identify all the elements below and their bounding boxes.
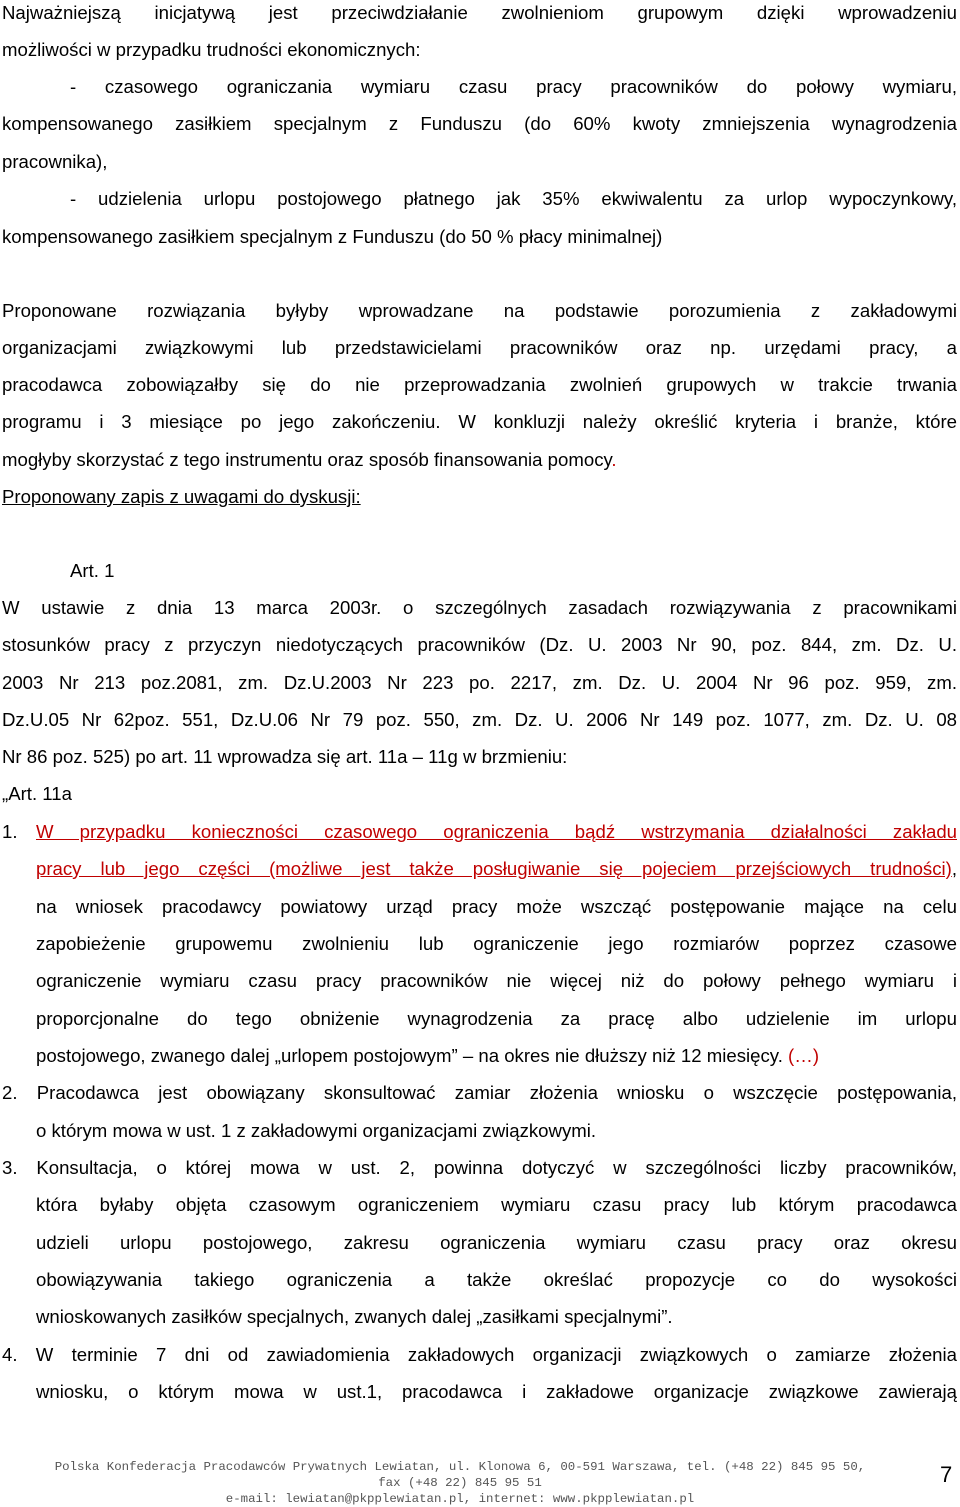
intro-line-2: możliwości w przypadku trudności ekonomicznych: (2, 39, 421, 60)
item-1-line-6: proporcjonalne do tego obniżenie wynagrodzenia za pracę albo udzielenie im urlopu (36, 1008, 957, 1029)
article-1-line-3: 2003 Nr 213 poz.2081, zm. Dz.U.2003 Nr 223 po. 2217, zm. Dz. U. 2004 Nr 96 poz. 959, zm. (2, 672, 957, 693)
proposal-line-5-text: mogłyby skorzystać z tego instrumentu oraz sposób finansowania pomocy (2, 449, 612, 470)
intro-bullet-1-line-1: - czasowego ograniczania wymiaru czasu pracy pracowników do połowy wymiaru, (70, 76, 957, 97)
article-1-line-5: Nr 86 poz. 525) po art. 11 wprowadza się art. 11a – 11g w brzmieniu: (2, 746, 568, 767)
item-1-line-1: W przypadku konieczności czasowego ograniczenia bądź wstrzymania działalności zakładu (36, 821, 957, 842)
intro-bullet-1-line-2: kompensowanego zasiłkiem specjalnym z Funduszu (do 60% kwoty zmniejszenia wynagrodzenia (2, 113, 957, 134)
article-1-line-1: W ustawie z dnia 13 marca 2003r. o szczególnych zasadach rozwiązywania z pracownikami (2, 597, 957, 618)
footer-fax: fax (+48 22) 845 95 51 (378, 1476, 542, 1490)
proposal-line-2: organizacjami związkowymi lub przedstawicielami pracowników oraz np. urzędami pracy, a (2, 337, 957, 358)
item-2-line-2: o którym mowa w ust. 1 z zakładowymi organizacjami związkowymi. (36, 1120, 597, 1141)
item-1-line-2-tail: , (951, 858, 957, 879)
item-4-line-2: wniosku, o którym mowa w ust.1, pracodawca i zakładowe organizacje związkowe zawierają (36, 1381, 957, 1402)
intro-bullet-2-line-2: kompensowanego zasiłkiem specjalnym z Funduszu (do 50 % płacy minimalnej) (2, 226, 663, 247)
item-3-line-3: udzieli urlopu postojowego, zakresu ograniczenia wymiaru czasu pracy oraz okresu (36, 1232, 957, 1253)
item-3-line-5: wnioskowanych zasiłków specjalnych, zwanych dalej „zasiłkami specjalnymi”. (36, 1306, 673, 1327)
article-1-heading: Art. 1 (70, 560, 115, 581)
item-1-line-5: ograniczenie wymiaru czasu pracy pracowników nie więcej niż do połowy pełnego wymiaru i (36, 970, 957, 991)
page-number: 7 (940, 1462, 953, 1487)
intro-line-1: Najważniejszą inicjatywą jest przeciwdziałanie zwolnieniom grupowym dzięki wprowadzeniu (2, 2, 957, 23)
item-3-line-1: 3. Konsultacja, o której mowa w ust. 2, powinna dotyczyć w szczególności liczby pracowników, (2, 1157, 957, 1178)
proposal-line-1: Proponowane rozwiązania byłyby wprowadzane na podstawie porozumienia z zakładowymi (2, 300, 957, 321)
item-3-line-4: obowiązywania takiego ograniczenia a także określać propozycje co do wysokości (36, 1269, 957, 1290)
item-3-line-2: która byłaby objęta czasowym ograniczeniem wymiaru czasu pracy lub którym pracodawca (36, 1194, 957, 1215)
item-1-line-7 (36, 1045, 957, 1067)
item-1-line-2 (36, 858, 957, 880)
item-1-line-2-red: pracy lub jego części (możliwe jest także posługiwanie się pojeciem przejściowych trudności) (36, 858, 952, 879)
footer-contact: e-mail: lewiatan@pkpplewiatan.pl, internet: www.pkpplewiatan.pl (225, 1492, 695, 1506)
item-1-line-3: na wniosek pracodawcy powiatowy urząd pracy może wszcząć postępowanie mające na celu (36, 896, 957, 917)
proposal-line-4: programu i 3 miesiące po jego zakończeniu. W konkluzji należy określić kryteria i branże, które (2, 411, 957, 432)
item-1-number: 1. (2, 821, 18, 842)
item-1-line-7-text: postojowego, zwanego dalej „urlopem postojowym” – na okres nie dłuższy niż 12 miesięcy. (36, 1045, 783, 1066)
proposal-line-5-red-dot: . (611, 449, 617, 470)
proposal-line-3: pracodawca zobowiązałby się do nie przeprowadzania zwolnień grupowych w trakcie trwania (2, 374, 957, 395)
item-4-line-1: 4. W terminie 7 dni od zawiadomienia zakładowych organizacji związkowych o zamiarze złożenia (2, 1344, 957, 1365)
article-1-line-4: Dz.U.05 Nr 62poz. 551, Dz.U.06 Nr 79 poz. 550, zm. Dz. U. 2006 Nr 149 poz. 1077, zm. Dz. U. 08 (2, 709, 957, 730)
item-1-line-4: zapobieżenie grupowemu zwolnieniu lub ograniczenie jego rozmiarów poprzez czasowe (36, 933, 957, 954)
intro-bullet-1-line-3: pracownika), (2, 151, 108, 172)
proposal-line-5 (2, 449, 957, 471)
article-11a-heading: „Art. 11a (2, 783, 72, 804)
footer-address: Polska Konfederacja Pracodawców Prywatnych Lewiatan, ul. Klonowa 6, 00-591 Warszawa, tel. (+48 22) 845 95 50, (54, 1460, 866, 1474)
item-2-line-1: 2. Pracodawca jest obowiązany skonsultować zamiar złożenia wniosku o wszczęcie postępowania, (2, 1082, 957, 1103)
intro-bullet-2-line-1: - udzielenia urlopu postojowego płatnego jak 35% ekwiwalentu za urlop wypoczynkowy, (70, 188, 957, 209)
item-1-line-7-red: (…) (788, 1045, 820, 1066)
proposal-heading: Proponowany zapis z uwagami do dyskusji: (2, 486, 361, 507)
article-1-line-2: stosunków pracy z przyczyn niedotyczących pracowników (Dz. U. 2003 Nr 90, poz. 844, zm. Dz. U. (2, 634, 957, 655)
